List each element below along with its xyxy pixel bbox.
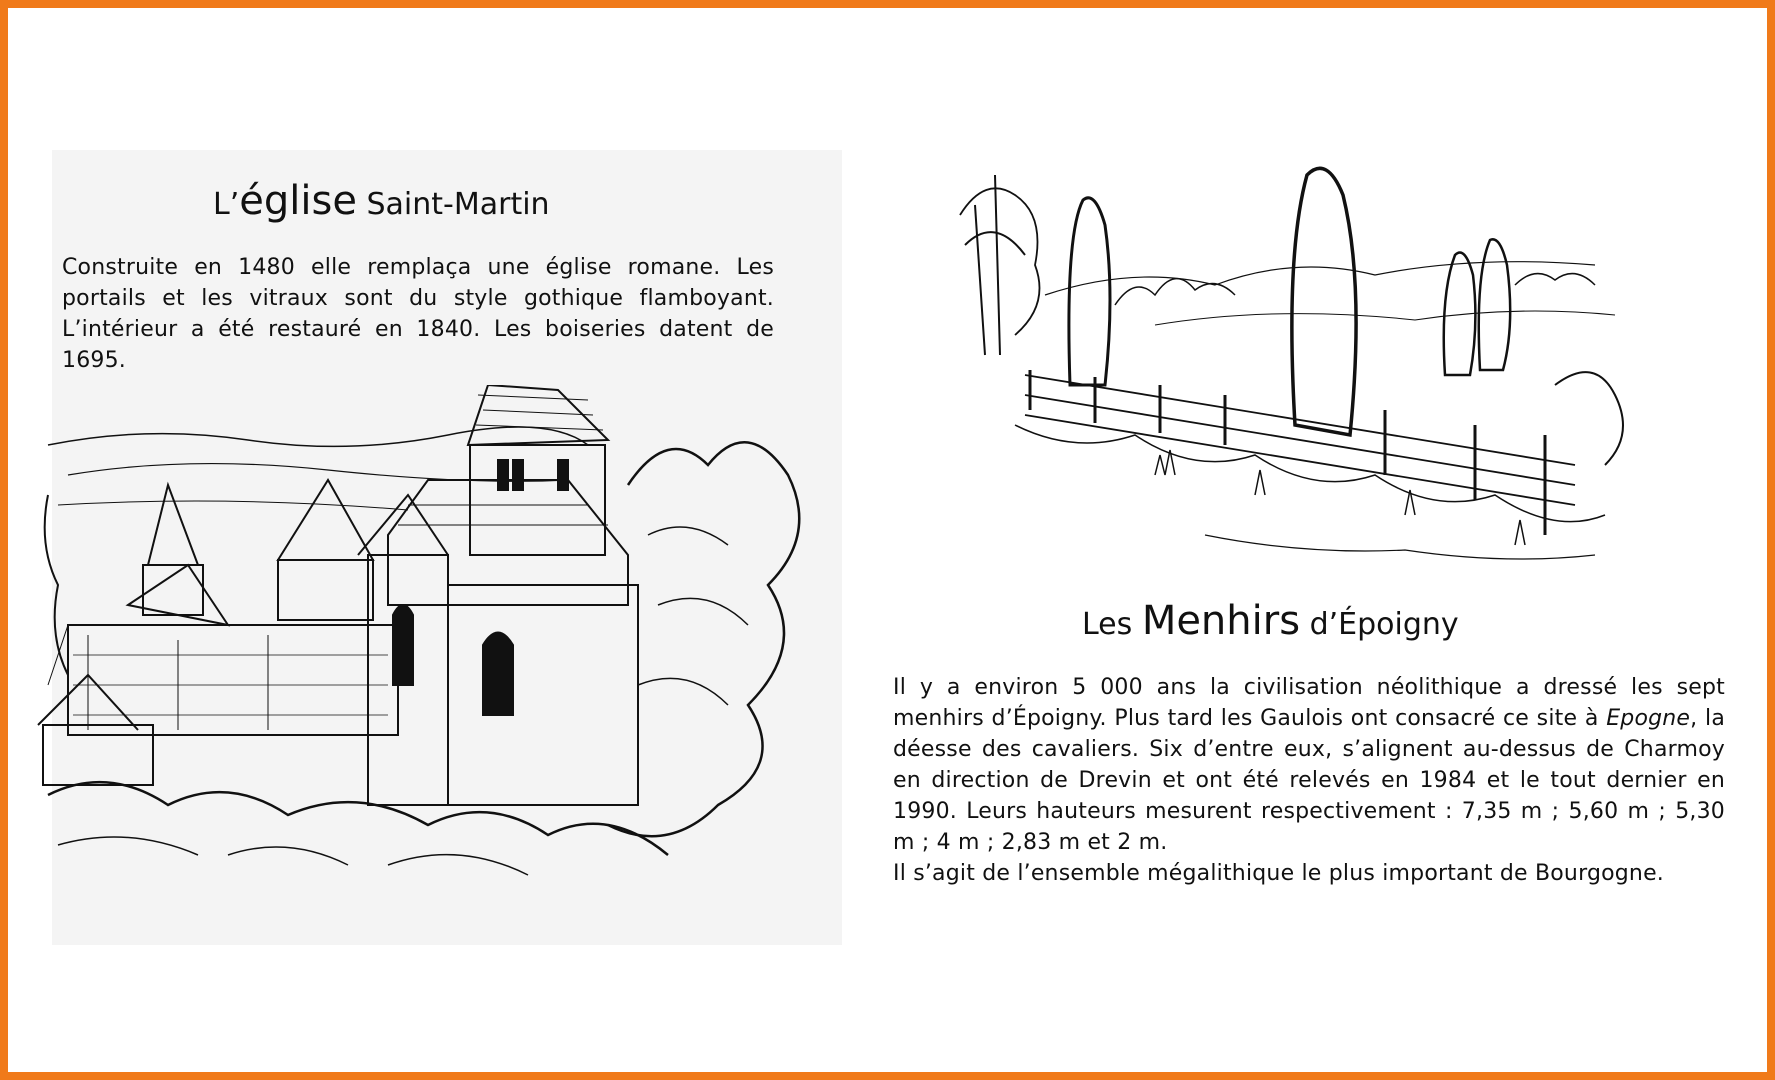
church-description: Construite en 1480 elle remplaça une église romane. Les portails et les vitraux sont du style gothique flamboyant. L’intérieur a été restauré en 1840. Les boiseries datent de 1695. (62, 255, 774, 373)
menhirs-title-prefix: Les (1082, 607, 1142, 642)
menhirs-paragraph (893, 672, 1725, 858)
menhirs-title-main: Menhirs (1141, 598, 1301, 644)
church-title-main: église (239, 178, 357, 224)
church-title (213, 178, 550, 224)
church-illustration (28, 385, 828, 905)
menhirs-title-suffix: d’Époigny (1300, 607, 1459, 642)
menhirs-illustration (955, 155, 1655, 595)
church-title-prefix: L’ (213, 187, 240, 222)
menhirs-text-part1: Il y a environ 5 000 ans la civilisation néolithique a dressé les sept menhirs d’Époigny. Plus tard les Gaulois ont consacré ce site à (893, 675, 1725, 731)
menhirs-description (893, 672, 1725, 889)
church-title-suffix: Saint-Martin (356, 187, 550, 222)
menhirs-text-part2: , la déesse des cavaliers. Six d’entre eux, s’alignent au-dessus de Charmoy en direction de Drevin et ont été relevés en 1984 et le tout dernier en 1990. Leurs hauteurs mesurent respectivement : 7,35 m ; 5,60 m ; 5,30 m ; 4 m ; 2,83 m et 2 m. (893, 706, 1725, 855)
menhirs-text-italic: Epogne (1606, 706, 1691, 731)
menhirs-closing-line: Il s’agit de l’ensemble mégalithique le plus important de Bourgogne. (893, 861, 1664, 886)
menhirs-title (1082, 598, 1459, 644)
